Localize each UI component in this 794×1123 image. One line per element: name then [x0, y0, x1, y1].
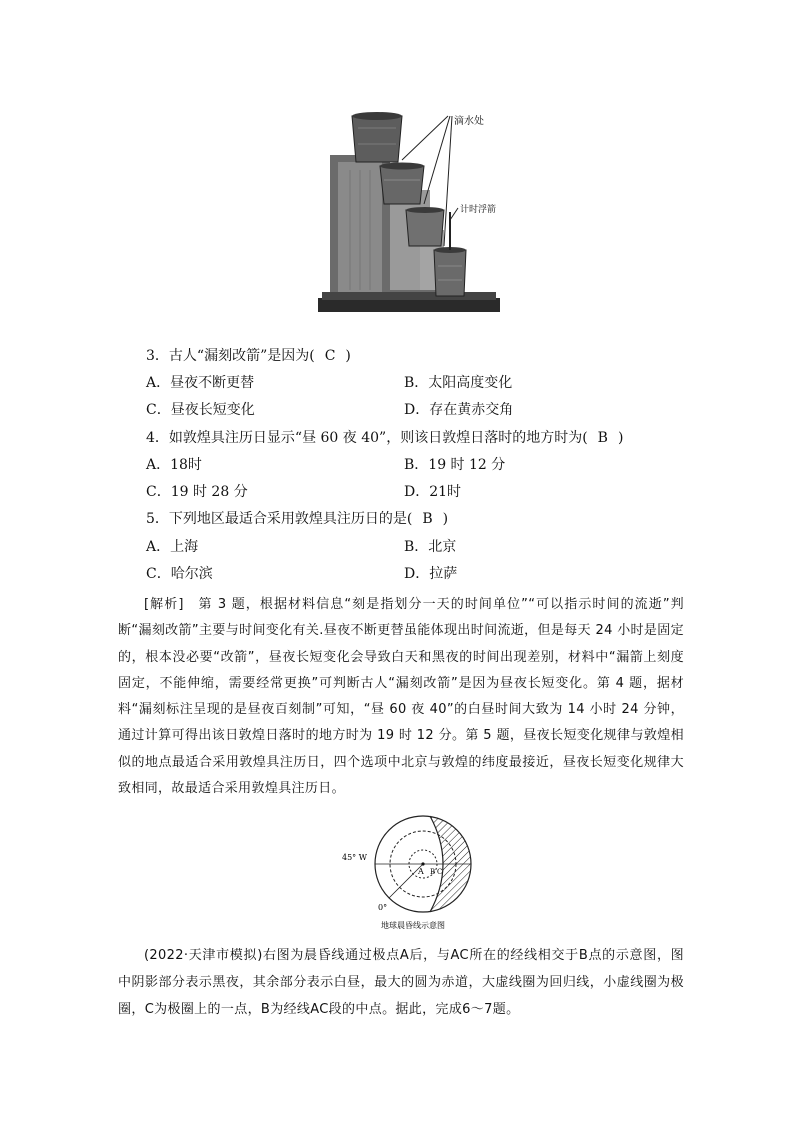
question-5-option-c: C．哈尔滨 [146, 566, 213, 582]
question-3-answer: C [324, 348, 336, 364]
label-c: C [437, 868, 443, 876]
question-5-answer: B [422, 511, 433, 527]
float-label: 计时浮箭 [460, 205, 497, 215]
terminator-diagram [338, 812, 488, 932]
question-4-stem: 4．如敦煌具注历日显示“昼 60 夜 40”，则该日敦煌日落时的地方时为( [146, 430, 588, 446]
clepsydra-figure [300, 100, 520, 330]
figure-caption: 地球晨昏线示意图 [381, 921, 445, 930]
question-5-stem: 5．下列地区最适合采用敦煌具注历日的是( [146, 511, 413, 527]
analysis-paragraph [118, 592, 684, 802]
clepsydra-illustration [300, 100, 520, 330]
analysis-text: [解析] 第 3 题，根据材料信息“刻是指划分一天的时间单位”“可以指示时间的流逝”判断“漏刻改箭”主要与时间变化有关.昼夜不断更替虽能体现出时间流逝，但是每天 24 小时是固定的，根本没必要“改箭”，昼夜长短变化会导致白天和黑夜的时间出现差别，材料中“漏箭上刻度固定，不能伸缩，需要经常更换”可判断古人“漏刻改箭”是因为昼夜长短变化。第 4 题，据材料“漏刻标注呈现的是昼夜百刻制”可知，“昼 60 夜 40”的白昼时间大致为 14 小时 24 分钟，通过计算可得出该日敦煌日落时的地方时为 19 时 12 分。第 5 题，昼夜长短变化规律与敦煌相似的地点最适合采用敦煌具注历日，四个选项中北京与敦煌的纬度最接近，昼夜长短变化规律大致相同，故最适合采用敦煌具注历日。 [118, 597, 684, 797]
question-5-option-b: B．北京 [404, 539, 457, 555]
terminator-figure [338, 812, 488, 932]
question-3-stem-end: ) [345, 348, 351, 364]
label-a: A [418, 867, 424, 876]
question-5 [146, 509, 448, 529]
question-5-option-a: A．上海 [146, 539, 199, 555]
question-4-option-d: D．21时 [404, 484, 462, 500]
question-3-option-c: C．昼夜长短变化 [146, 402, 255, 418]
label-0: 0° [378, 903, 388, 912]
drip-label: 滴水处 [454, 116, 484, 127]
label-b: B [430, 868, 436, 876]
question-4 [146, 428, 623, 448]
question-4-option-a: A．18时 [146, 457, 202, 473]
question-3-option-d: D．存在黄赤交角 [404, 402, 514, 418]
label-45w: 45° W [342, 853, 367, 862]
question-3-option-a: A．昼夜不断更替 [146, 375, 255, 391]
question-4-option-c: C．19 时 28 分 [146, 484, 248, 500]
question-3 [146, 346, 351, 366]
question-4-stem-end: ) [617, 430, 624, 446]
question-5-option-d: D．拉萨 [404, 566, 458, 582]
question-3-stem: 3．古人“漏刻改箭”是因为( [146, 348, 315, 364]
question-3-option-b: B．太阳高度变化 [404, 375, 513, 391]
intro-paragraph [118, 942, 684, 1023]
question-4-option-b: B．19 时 12 分 [404, 457, 506, 473]
question-4-answer: B [597, 430, 608, 446]
intro-text: (2022·天津市模拟)右图为晨昏线通过极点A后，与AC所在的经线相交于B点的示意图，图中阴影部分表示黑夜，其余部分表示白昼，最大的圆为赤道，大虚线圈为回归线，小虚线圈为极圈，C为极圈上的一点，B为经线AC段的中点。据此，完成6～7题。 [118, 948, 684, 1017]
question-5-stem-end: ) [442, 511, 449, 527]
